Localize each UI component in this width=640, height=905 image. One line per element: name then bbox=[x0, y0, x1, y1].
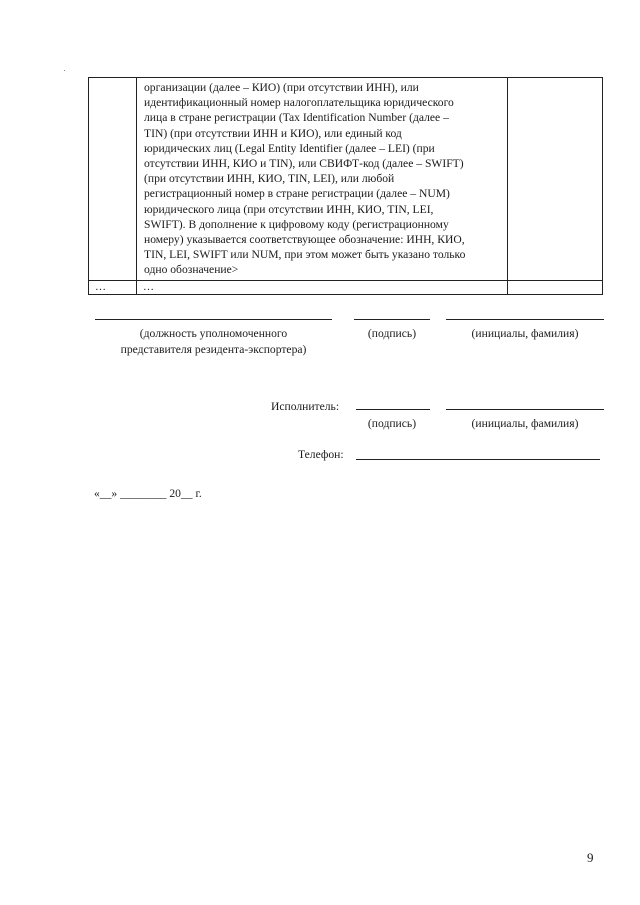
description-line: лица в стране регистрации (Tax Identification Number (далее – bbox=[144, 111, 449, 125]
phone-label: Телефон: bbox=[298, 448, 344, 461]
description-text bbox=[137, 78, 507, 280]
table-cell-description bbox=[137, 280, 508, 294]
date-line: «__» ________ 20__ г. bbox=[94, 487, 202, 500]
executor-signature-line bbox=[356, 409, 430, 410]
table-cell-value bbox=[508, 280, 603, 294]
signature-caption: (подпись) bbox=[367, 327, 417, 340]
executor-label: Исполнитель: bbox=[271, 400, 340, 413]
table-cell-number bbox=[89, 78, 137, 281]
position-caption-line2: представителя резидента-экспортера) bbox=[120, 343, 307, 356]
data-table bbox=[88, 77, 603, 295]
position-caption: (должность уполномоченного bbox=[139, 327, 288, 340]
executor-signature-caption: (подпись) bbox=[367, 417, 417, 430]
description-line: отсутствии ИНН, КИО и TIN), или СВИФТ-код (далее – SWIFT) bbox=[144, 157, 464, 171]
description-line: одно обозначение> bbox=[144, 263, 239, 277]
description-line: организации (далее – КИО) (при отсутствии ИНН), или bbox=[144, 81, 419, 94]
description-line: юридического лица (при отсутствии ИНН, КИО, TIN, LEI, bbox=[144, 202, 434, 216]
table-row bbox=[89, 78, 603, 281]
initials-caption: (инициалы, фамилия) bbox=[471, 327, 579, 340]
scan-speck bbox=[64, 70, 65, 71]
phone-line bbox=[356, 459, 600, 460]
executor-initials-line bbox=[446, 409, 604, 410]
description-line: (при отсутствии ИНН, КИО, TIN, LEI), или любой bbox=[144, 172, 395, 186]
table-cell-value bbox=[508, 78, 603, 281]
description-line: TIN) (при отсутствии ИНН и КИО), или единый код bbox=[144, 126, 402, 140]
initials-line bbox=[446, 319, 604, 320]
description-line: SWIFT). В дополнение к цифровому коду (регистрационному bbox=[144, 217, 449, 231]
table-row-ellipsis bbox=[89, 280, 603, 294]
table-cell-description bbox=[137, 78, 508, 281]
page-number: 9 bbox=[587, 850, 594, 865]
description-line: номеру) указывается соответствующее обозначение: ИНН, КИО, bbox=[144, 233, 465, 247]
ellipsis: … bbox=[95, 280, 106, 293]
executor-initials-caption: (инициалы, фамилия) bbox=[471, 417, 579, 430]
description-line: юридических лиц (Legal Entity Identifier (далее – LEI) (при bbox=[144, 141, 435, 155]
table-cell-number bbox=[89, 280, 137, 294]
description-line: идентификационный номер налогоплательщика юридического bbox=[144, 96, 454, 110]
description-line: регистрационный номер в стране регистрации (далее – NUM) bbox=[144, 187, 450, 201]
description-line: TIN, LEI, SWIFT или NUM, при этом может быть указано только bbox=[144, 248, 466, 262]
position-line bbox=[95, 319, 332, 320]
signature-line bbox=[354, 319, 430, 320]
ellipsis: … bbox=[143, 280, 154, 293]
